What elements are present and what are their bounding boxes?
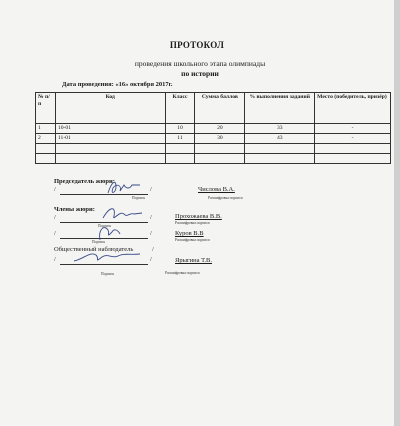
cell: -	[315, 134, 391, 144]
slash: /	[150, 186, 152, 193]
member2-name: Куров В.В	[175, 230, 204, 237]
sign-caption: Подпись	[92, 240, 106, 244]
slash: /	[54, 230, 56, 237]
results-table	[35, 92, 391, 164]
cell: 33	[245, 124, 315, 134]
chair-label: Председатель жюри:	[54, 178, 115, 185]
handwritten-signature	[70, 247, 142, 267]
sign-caption: Подпись	[132, 196, 146, 200]
cell: 10-01	[55, 124, 165, 134]
decode-caption: Расшифровка подписи	[165, 271, 200, 275]
col-class-header: Класс	[165, 93, 195, 124]
cell: 2	[36, 134, 56, 144]
page-title: ПРОТОКОЛ	[169, 40, 225, 50]
table-header-row	[36, 93, 391, 124]
observer-name: Ярыгина Т.В.	[175, 257, 212, 264]
cell: 11	[165, 134, 195, 144]
table-row	[36, 124, 391, 134]
cell: 10	[165, 124, 195, 134]
table-row	[36, 144, 391, 154]
date-line: Дата проведения: «16» октября 2017г.	[62, 81, 173, 88]
observer-label: Общественный наблюдатель	[54, 246, 134, 253]
cell: 43	[245, 134, 315, 144]
col-place-header: Место (победитель, призёр)	[315, 93, 391, 124]
members-label: Члены жюри:	[54, 206, 95, 213]
col-number-header: № п/п	[36, 93, 56, 124]
decode-caption: Расшифровка подписи	[175, 221, 210, 225]
slash: /	[150, 214, 152, 221]
subtitle: проведения школьного этапа олимпиады	[134, 59, 266, 68]
chair-name: Числова В.А.	[198, 186, 235, 193]
handwritten-signature	[104, 177, 144, 199]
subject-line: по истории	[181, 69, 219, 78]
col-percent-header: % выполнения заданий	[245, 93, 315, 124]
cell: 1	[36, 124, 56, 134]
table-row	[36, 154, 391, 164]
slash: /	[54, 214, 56, 221]
decode-caption: Расшифровка подписи	[208, 196, 243, 200]
cell: -	[315, 124, 391, 134]
sign-caption: Подпись	[98, 224, 112, 228]
cell: 30	[195, 134, 245, 144]
member1-name: Прохожаева В.В.	[175, 213, 222, 220]
slash: /	[150, 256, 152, 263]
slash: /	[152, 246, 154, 253]
slash: /	[150, 230, 152, 237]
cell: 20	[195, 124, 245, 134]
slash: /	[54, 256, 56, 263]
sign-caption: Подпись	[101, 272, 115, 276]
handwritten-signature	[94, 222, 124, 244]
decode-caption: Расшифровка подписи	[175, 238, 210, 242]
table-row	[36, 134, 391, 144]
col-score-header: Сумма баллов	[195, 93, 245, 124]
slash: /	[54, 186, 56, 193]
col-code-header: Код	[55, 93, 165, 124]
cell: 11-01	[55, 134, 165, 144]
